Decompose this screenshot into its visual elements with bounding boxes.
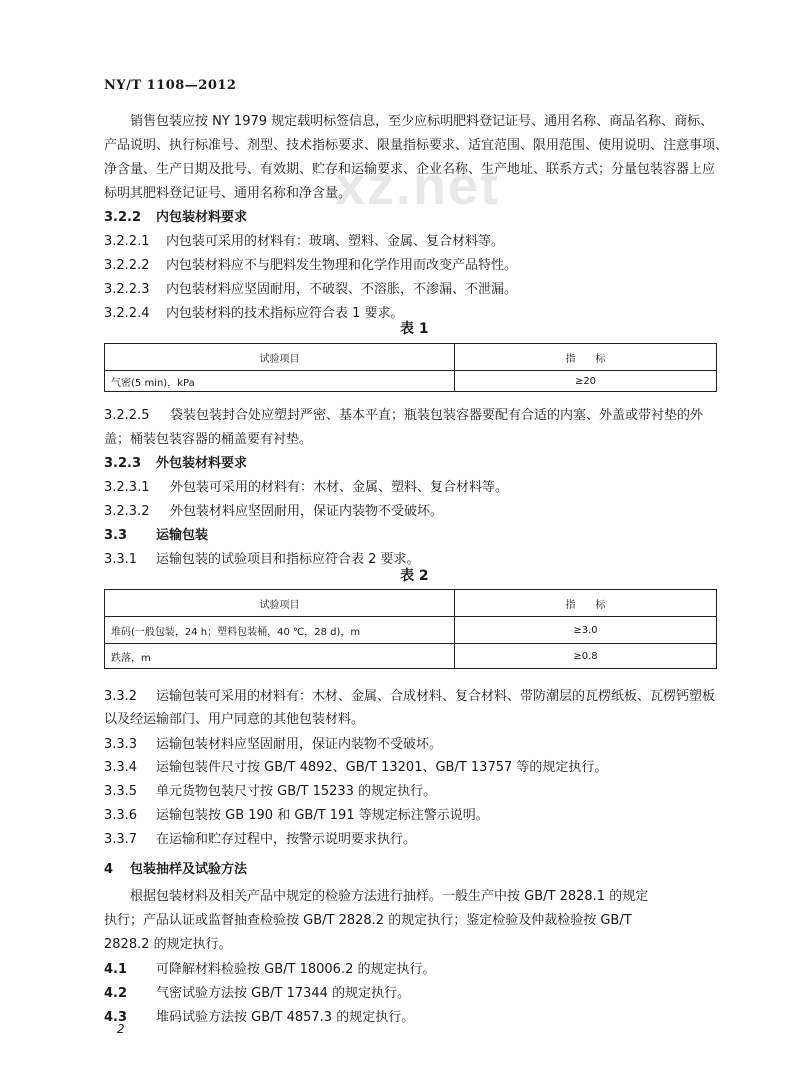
clause-number: 3.2.2.4 [104,306,150,321]
watermark: xz.net [335,156,501,216]
table-2-title: 表 2 [400,568,429,584]
section-title: 运输包装 [156,528,209,543]
paragraph-line: 以及经运输部门、用户同意的其他包装材料。 [104,712,365,727]
table-header-cell: 试验项目 [105,344,455,371]
table-row [105,371,717,392]
clause-text: 外包装材料应坚固耐用，保证内装物不受破坏。 [170,504,444,519]
clause-text: 运输包装材料应坚固耐用，保证内装物不受破坏。 [156,737,443,752]
paragraph-line: 净含量、生产日期及批号、有效期、贮存和运输要求、企业名称、生产地址、联系方式；分量包装容器上应 [104,162,716,177]
clause-3-3-4 [104,758,607,778]
clause-number: 3.2.2.5 [104,408,150,423]
clause-3-3-1 [104,550,420,570]
page-number: 2 [117,1022,125,1036]
table-row [105,644,717,669]
clause-4-3 [104,1008,414,1028]
clause-number: 3.2.2.2 [104,258,150,273]
clause-text: 可降解材料检验按 GB/T 18006.2 的规定执行。 [156,962,436,977]
clause-4-1 [104,960,435,980]
table-header-row [105,590,717,617]
clause-text: 外包装可采用的材料有：木材、金属、塑料、复合材料等。 [170,480,509,495]
paragraph-line: 执行；产品认证或监督抽查检验按 GB/T 2828.2 的规定执行；鉴定检验及仲裁检验按 GB/T [104,913,632,928]
paragraph-line: 根据包装材料及相关产品中规定的检验方法进行抽样。一般生产中按 GB/T 2828.1 的规定 [130,889,649,904]
section-number: 4 [104,862,114,877]
clause-text: 内包装可采用的材料有：玻璃、塑料、金属、复合材料等。 [166,234,505,249]
clause-number: 4.2 [104,986,128,1001]
section-heading-4 [104,860,247,880]
table-cell: ≥3.0 [455,617,717,644]
clause-number: 3.2.3.2 [104,504,150,519]
table-cell: 跌落，m [105,644,455,669]
clause-number: 3.3.2 [104,689,138,704]
clause-3-3-5 [104,782,436,802]
paragraph-line: 标明其肥料登记证号、通用名称和净含量。 [104,186,352,201]
clause-number: 3.3.1 [104,552,138,567]
clause-3-2-2-2 [104,256,517,276]
clause-3-2-3-1 [104,478,508,498]
table-2 [104,589,717,669]
clause-text: 运输包装件尺寸按 GB/T 4892、GB/T 13201、GB/T 13757 等的规定执行。 [156,760,608,775]
clause-number: 3.3.7 [104,832,138,847]
section-number: 3.2.3 [104,456,142,471]
clause-text: 内包装材料的技术指标应符合表 1 要求。 [166,306,404,321]
standard-code: NY/T 1108—2012 [104,78,237,93]
clause-text: 袋装包装封合处应塑封严密、基本平直；瓶装包装容器要配有合适的内塞、外盖或带衬垫的外 [170,408,704,423]
table-row [105,617,717,644]
section-heading-3-2-2 [104,208,247,228]
clause-text: 在运输和贮存过程中，按警示说明要求执行。 [156,832,417,847]
section-title: 外包装材料要求 [156,456,248,471]
clause-number: 3.3.4 [104,760,138,775]
clause-number: 4.3 [104,1010,128,1025]
clause-number: 3.2.2.1 [104,234,150,249]
section-heading-3-2-3 [104,454,247,474]
table-1-title: 表 1 [400,321,429,337]
clause-3-3-3 [104,735,442,755]
section-number: 3.3 [104,528,128,543]
table-cell: ≥20 [455,371,717,392]
clause-3-3-2 [104,687,715,707]
clause-text: 运输包装的试验项目和指标应符合表 2 要求。 [156,552,420,567]
clause-3-2-3-2 [104,502,443,522]
paragraph-line: 2828.2 的规定执行。 [104,937,232,952]
clause-text: 气密试验方法按 GB/T 17344 的规定执行。 [156,986,411,1001]
clause-text: 单元货物包装尺寸按 GB/T 15233 的规定执行。 [156,784,437,799]
section-title: 包装抽样及试验方法 [130,862,248,877]
paragraph-line: 产品说明、执行标准号、剂型、技术指标要求、限量指标要求、适宜范围、限用范围、使用说明、注意事项、 [104,138,729,153]
clause-number: 3.2.3.1 [104,480,150,495]
clause-4-2 [104,984,410,1004]
clause-3-2-2-3 [104,280,517,300]
clause-text: 内包装材料应不与肥料发生物理和化学作用而改变产品特性。 [166,258,518,273]
clause-3-2-2-4 [104,304,404,324]
table-header-row [105,344,717,371]
table-1 [104,343,717,392]
clause-number: 3.3.6 [104,808,138,823]
clause-3-3-7 [104,830,416,850]
section-number: 3.2.2 [104,210,142,225]
table-header-cell: 指 标 [455,344,717,371]
table-header-cell: 指 标 [455,590,717,617]
clause-number: 3.3.5 [104,784,138,799]
table-cell: 堆码(一般包装，24 h；塑料包装桶，40 ℃，28 d)，m [105,617,455,644]
clause-text: 运输包装可采用的材料有：木材、金属、合成材料、复合材料、带防潮层的瓦楞纸板、瓦楞钙塑板 [156,689,716,704]
section-heading-3-3 [104,526,208,546]
clause-text: 内包装材料应坚固耐用，不破裂、不溶胀，不渗漏、不泄漏。 [166,282,518,297]
clause-number: 3.3.3 [104,737,138,752]
clause-text: 堆码试验方法按 GB/T 4857.3 的规定执行。 [156,1010,415,1025]
table-cell: 气密(5 min)，kPa [105,371,455,392]
clause-3-2-2-5 [104,406,703,426]
table-header-cell: 试验项目 [105,590,455,617]
paragraph-line: 盖；桶装包装容器的桶盖要有衬垫。 [104,432,313,447]
clause-number: 4.1 [104,962,128,977]
clause-number: 3.2.2.3 [104,282,150,297]
clause-3-3-6 [104,806,489,826]
table-cell: ≥0.8 [455,644,717,669]
section-title: 内包装材料要求 [156,210,248,225]
clause-text: 运输包装按 GB 190 和 GB/T 191 等规定标注警示说明。 [156,808,489,823]
clause-3-2-2-1 [104,232,504,252]
paragraph-line: 销售包装应按 NY 1979 规定载明标签信息，至少应标明肥料登记证号、通用名称、商品名称、商标、 [130,114,714,129]
